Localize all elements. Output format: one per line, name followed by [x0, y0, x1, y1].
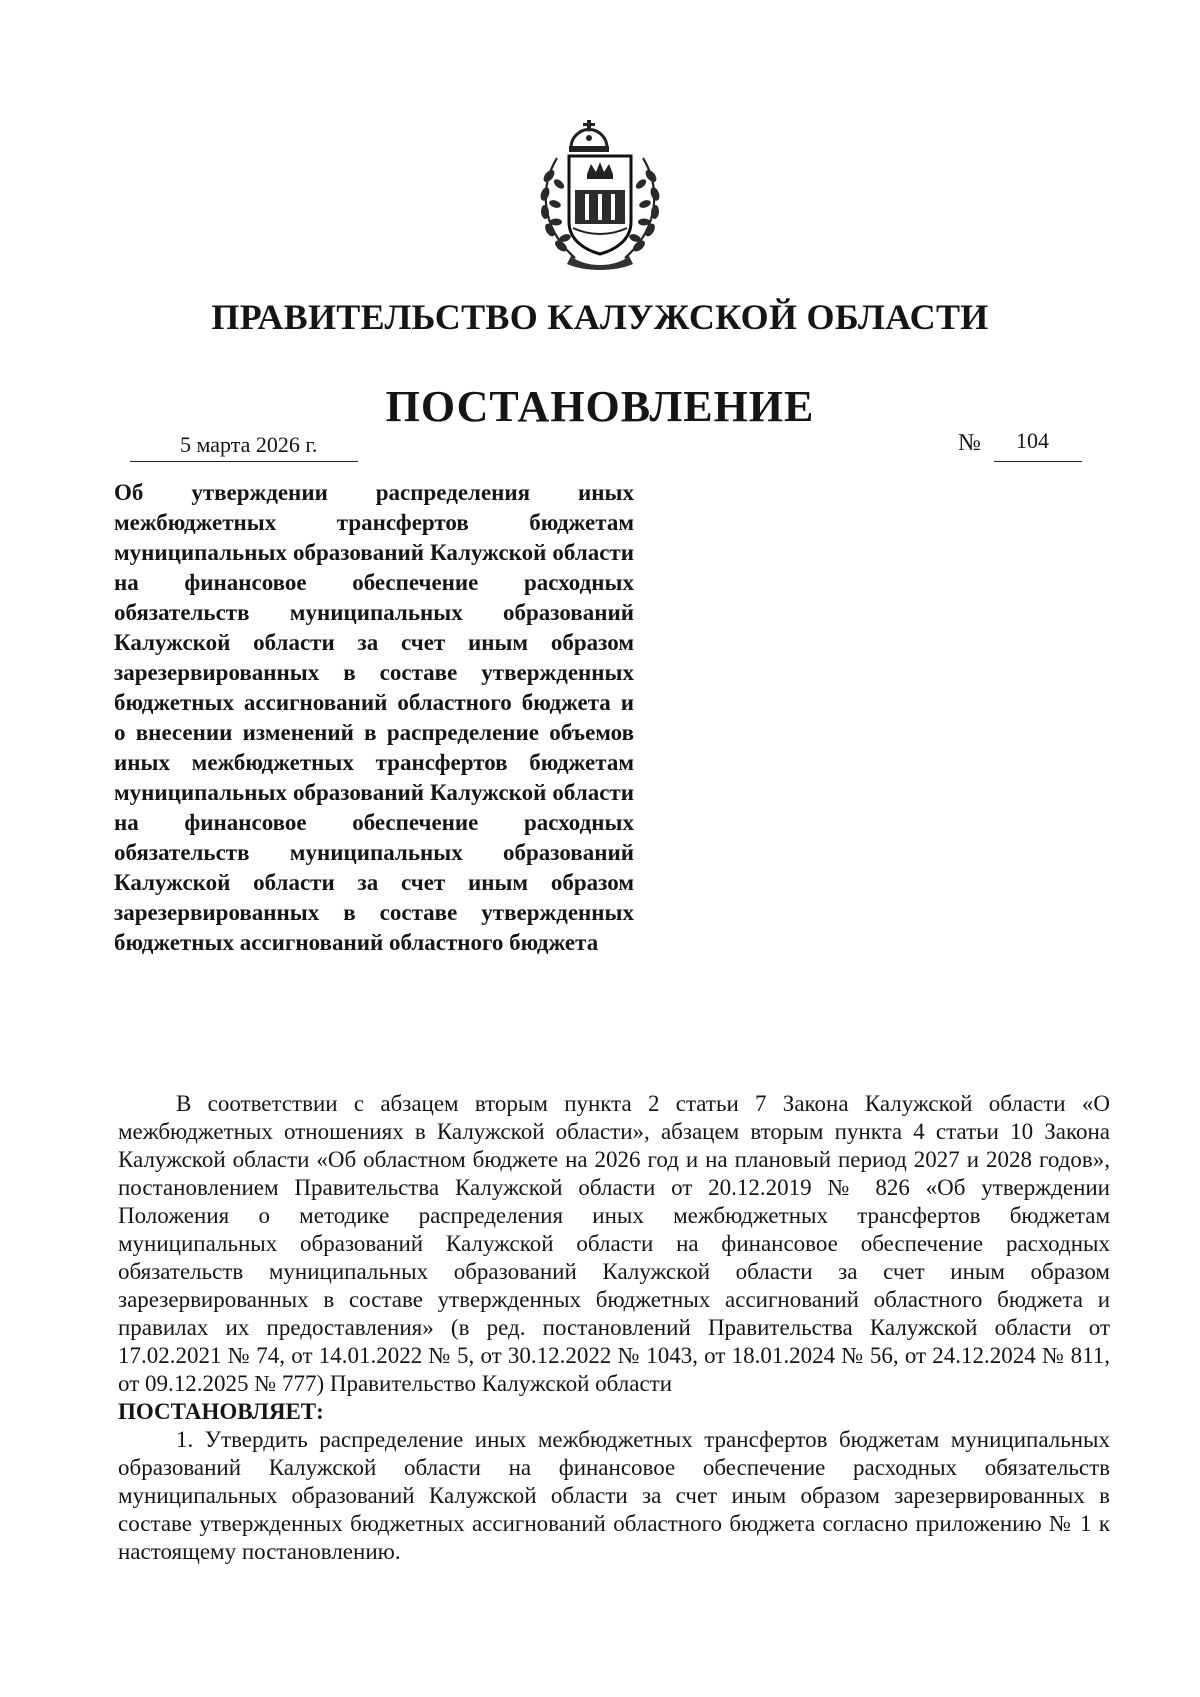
document-number-field	[958, 426, 1118, 466]
document-type-heading: ПОСТАНОВЛЕНИЕ	[385, 382, 815, 431]
date-underline	[130, 461, 358, 462]
organization-title: ПРАВИТЕЛЬСТВО КАЛУЖСКОЙ ОБЛАСТИ	[211, 297, 989, 337]
number-sign: №	[958, 430, 981, 456]
item-1-paragraph: 1. Утвердить распределение иных межбюджетных трансфертов бюджетам муниципальных образований Калужской области на финансовое обеспечение расходных обязательств муниципальных образований Калужской области за счет иным образом зарезервированных в составе утвержденных бюджетных ассигнований областного бюджета согласно приложению № 1 к настоящему постановлению.	[118, 1427, 1110, 1564]
coat-of-arms-emblem	[535, 118, 665, 270]
preamble-paragraph: В соответствии с абзацем вторым пункта 2 статьи 7 Закона Калужской области «О межбюджетных отношениях в Калужской области», абзацем вторым пункта 4 статьи 10 Закона Калужской области «Об областном бюджете на 2026 год и на плановый период 2027 и 2028 годов», постановлением Правительства Калужской области от 20.12.2019 № 826 «Об утверждении Положения о методике распределения иных межбюджетных трансфертов бюджетам муниципальных образований Калужской области на финансовое обеспечение расходных обязательств муниципальных образований Калужской области за счет иным образом зарезервированных в составе утвержденных бюджетных ассигнований областного бюджета и правилах их предоставления» (в ред. постановлений Правительства Калужской области от 17.02.2021 № 74, от 14.01.2022 № 5, от 30.12.2022 № 1043, от 18.01.2024 № 56, от 24.12.2024 № 811, от 09.12.2025 № 777) Правительство Калужской области	[118, 1091, 1110, 1396]
document-date-field	[130, 428, 360, 468]
document-body	[118, 1090, 1110, 1566]
document-date: 5 марта 2026 г.	[180, 432, 318, 457]
document-number: 104	[1016, 428, 1049, 453]
decree-word: ПОСТАНОВЛЯЕТ:	[118, 1399, 324, 1424]
document-title: Об утверждении распределения иных межбюджетных трансфертов бюджетам муниципальных образований Калужской области на финансовое обеспечение расходных обязательств муниципальных образований Калужской области за счет иным образом зарезервированных в составе утвержденных бюджетных ассигнований областного бюджета и о внесении изменений в распределение объемов иных межбюджетных трансфертов бюджетам муниципальных образований Калужской области на финансовое обеспечение расходных обязательств муниципальных образований Калужской области за счет иным образом зарезервированных в составе утвержденных бюджетных ассигнований областного бюджета	[114, 480, 634, 955]
number-underline	[994, 461, 1082, 462]
